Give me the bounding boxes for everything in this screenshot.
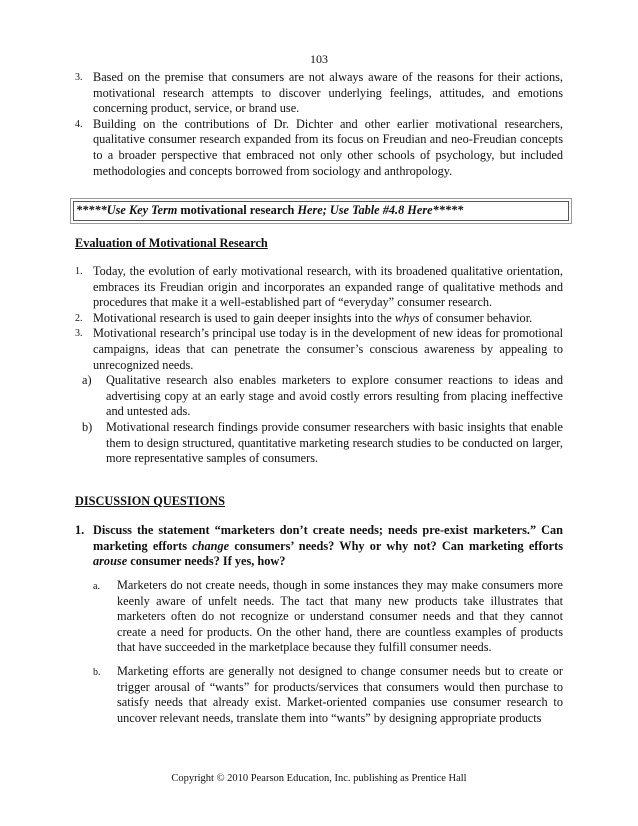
question-text <box>93 523 563 568</box>
list-text: Today, the evolution of early motivational research, with its broadened qualitative orientation, embraces its Freudian origin and incorporates an expanded range of qualitative methods and procedures that make it a well-established part of “everyday” consumer research. <box>93 264 563 310</box>
answer-item <box>93 578 563 656</box>
key-term-box <box>73 201 569 221</box>
evaluation-list <box>75 264 563 467</box>
list-text: Based on the premise that consumers are not always aware of the reasons for their actions, motivational research attempts to discover underlying feelings, attitudes, and emotions concerning product, service, or brand use. <box>93 70 563 116</box>
question-number: 1. <box>75 523 85 537</box>
list-text: Motivational research’s principal use today is in the development of new ideas for promotional campaigns, ideas that can penetrate the consumer’s conscious awareness by appealing to unrecognized needs. <box>93 326 563 372</box>
answer-label: a. <box>93 581 100 592</box>
list-number: 3. <box>75 328 83 340</box>
list-item <box>75 311 563 327</box>
answer-text: Marketers do not create needs, though in some instances they may make consumers more keenly aware of unfelt needs. The tact that many new products take illustrates that marketers often do not recognize or understand consumer needs and that they cannot create a need for products. On the other hand, there are countless examples of products that have succeeded in the marketplace because they fulfill consumer needs. <box>117 578 563 655</box>
question-emphasis: arouse <box>93 554 128 569</box>
list-item <box>75 117 563 179</box>
key-term: motivational research <box>180 203 295 217</box>
list-text-part: Motivational research is used to gain deeper insights into the <box>93 310 395 325</box>
list-item <box>75 326 563 373</box>
question-item <box>75 523 563 570</box>
list-number: 3. <box>75 72 83 83</box>
list-text-emphasis: whys <box>394 310 420 325</box>
list-text <box>93 311 532 325</box>
sub-list-item <box>82 420 563 467</box>
list-item <box>75 264 563 311</box>
question <box>75 523 563 570</box>
copyright-footer: Copyright © 2010 Pearson Education, Inc. publishing as Prentice Hall <box>171 773 467 784</box>
list-text-part: of consumer behavior. <box>419 310 533 325</box>
question-text-part: consumer needs? If yes, how? <box>127 554 286 569</box>
answers <box>75 578 563 726</box>
page-number: 103 <box>310 52 328 66</box>
question-text-part: consumers’ needs? Why or why not? Can marketing efforts <box>229 538 563 553</box>
answer-item <box>93 664 563 726</box>
list-text: Building on the contributions of Dr. Dichter and other earlier motivational researchers, qualitative consumer research expanded from its focus on Freudian and neo-Freudian concepts to a broader perspective that embraced not only other schools of psychology, but included methodologies and concepts borrowed from sociology and anthropology. <box>93 116 563 178</box>
key-term-prefix: *****Use Key Term <box>76 203 181 217</box>
motivational-research-list <box>75 70 563 179</box>
sub-list-label: a) <box>82 373 92 388</box>
list-number: 1. <box>75 266 83 277</box>
sub-list-item <box>82 373 563 420</box>
sub-list-text: Motivational research findings provide consumer researchers with basic insights that enable them to design structured, quantitative marketing research studies to be conducted on larger, more representative samples of consumers. <box>106 419 563 466</box>
sub-list-text: Qualitative research also enables marketers to explore consumer reactions to ideas and advertising copy at an early stage and avoid costly errors resulting from placing ineffective and untested ads. <box>106 373 563 419</box>
section-heading: Evaluation of Motivational Research <box>75 236 268 250</box>
key-term-instruction <box>76 203 463 218</box>
sub-list-label: b) <box>82 419 93 434</box>
list-number: 4. <box>75 118 83 130</box>
list-item <box>75 70 563 117</box>
discussion-heading: DISCUSSION QUESTIONS <box>75 494 226 508</box>
key-term-suffix: Here; Use Table #4.8 Here***** <box>294 203 464 217</box>
list-number: 2. <box>75 312 83 324</box>
answer-label: b. <box>93 666 101 678</box>
answer-text: Marketing efforts are generally not designed to change consumer needs but to create or trigger arousal of “wants” for products/services that consumers would then purchase to satisfy needs that already exist. Market-oriented companies use consumer research to uncover relevant needs, translate them into “wants” by designing appropriate products <box>117 663 563 725</box>
question-emphasis: change <box>192 538 230 553</box>
question-text-part: Discuss the statement “marketers don’t create needs; needs pre-exist marketers.” Can marketing efforts <box>93 523 563 553</box>
